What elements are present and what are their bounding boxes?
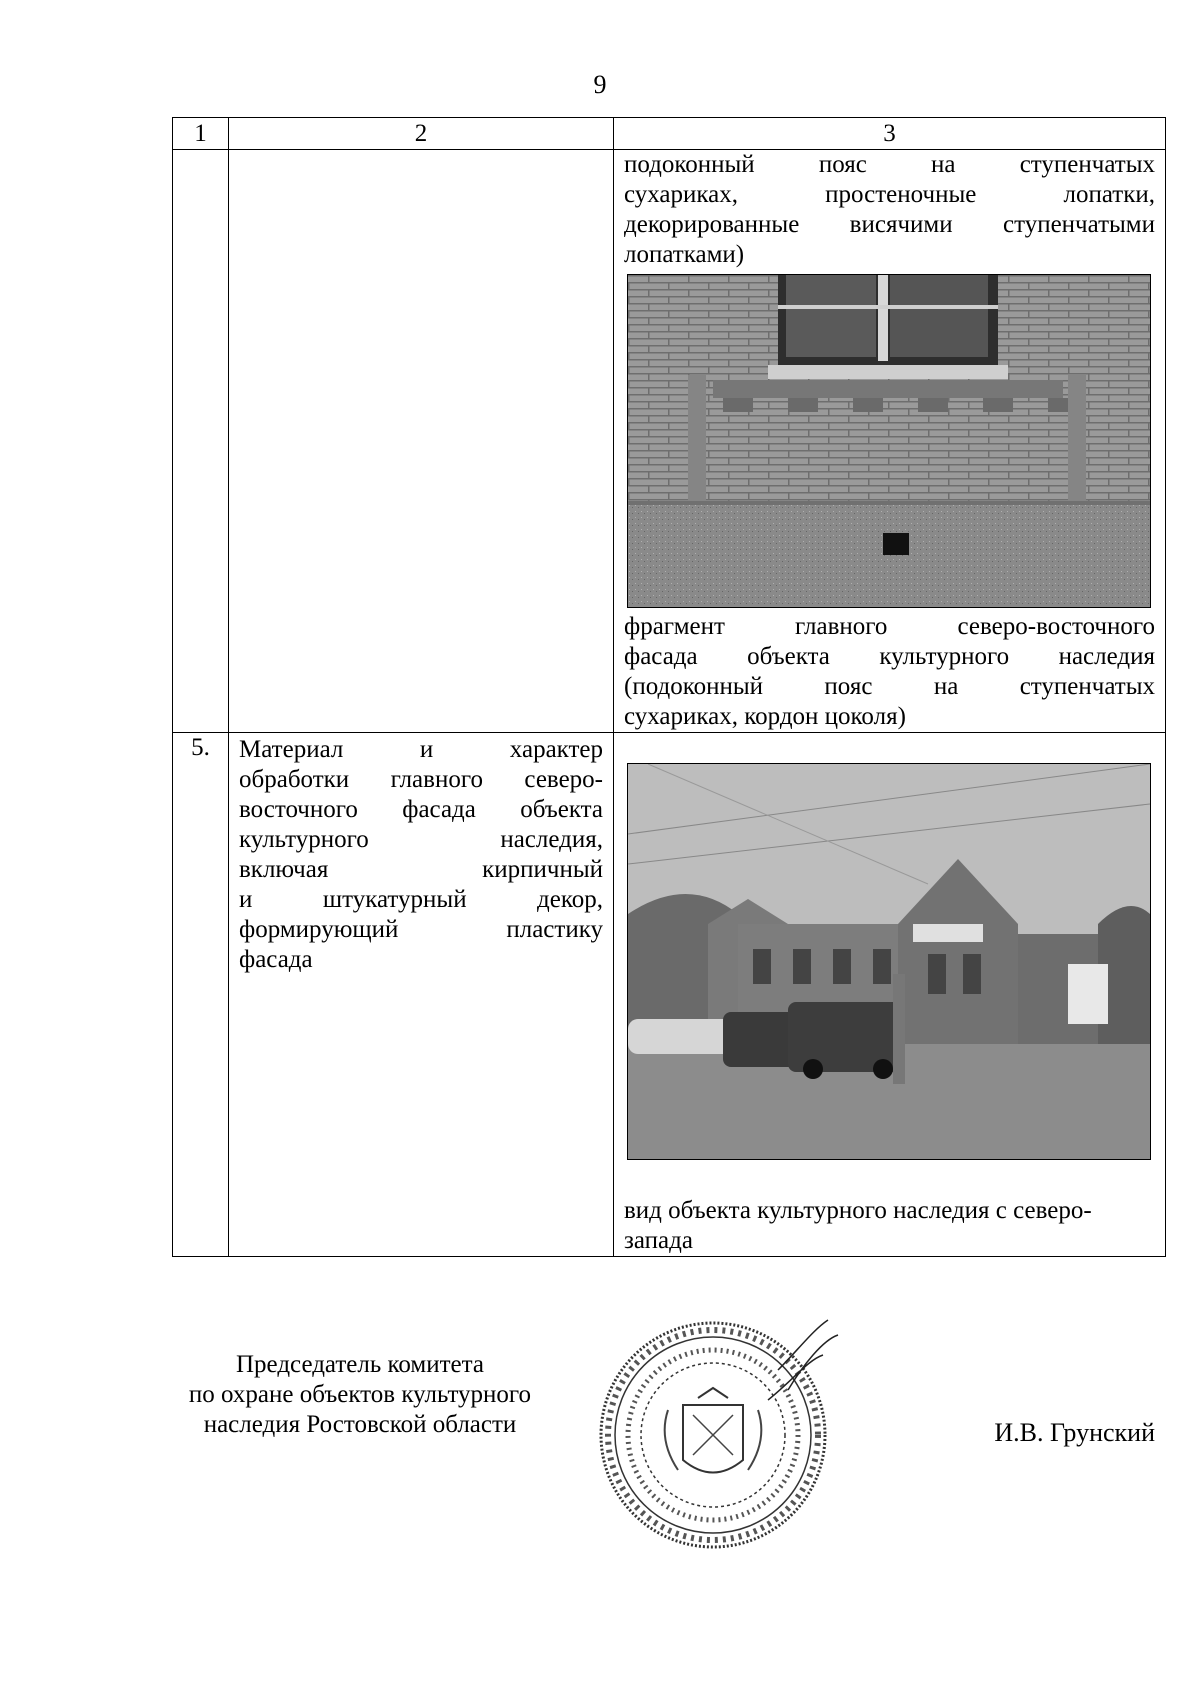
description-line: культурного наследия,: [239, 826, 603, 853]
official-seal-stamp: [598, 1310, 848, 1560]
description-line: Материал и характер: [239, 736, 603, 763]
table-header-row: [173, 118, 1166, 150]
description-line: включая кирпичный: [239, 856, 603, 883]
content-line: сухариках, простеночные лопатки,: [624, 181, 1155, 208]
content-line: декорированные висячими ступенчатыми: [624, 211, 1155, 238]
row-description-cell: [229, 733, 614, 1257]
description-line: и штукатурный декор,: [239, 886, 603, 913]
caption-line: фрагмент главного северо-восточного: [624, 613, 1155, 640]
signer-position: [150, 1350, 570, 1440]
facade-fragment-photo: [627, 274, 1151, 608]
description-line: формирующий пластику: [239, 916, 603, 943]
description-line: фасада: [239, 946, 313, 973]
page-number: 9: [593, 70, 607, 99]
content-line: лопатками): [624, 241, 745, 268]
header-col-2: 2: [229, 118, 614, 150]
header-col-1: 1: [173, 118, 229, 150]
header-col-3: 3: [614, 118, 1166, 150]
position-line: наследия Ростовской области: [203, 1411, 517, 1438]
row-number-cell-empty: [173, 150, 229, 733]
row-content-cell: [614, 733, 1166, 1257]
caption-line: фасада объекта культурного наследия: [624, 643, 1155, 670]
table-row: [173, 150, 1166, 733]
caption-line: вид объекта культурного наследия с северо-: [624, 1197, 1092, 1224]
building-northwest-photo: [627, 763, 1151, 1160]
signer-name: И.В. Грунский: [994, 1418, 1155, 1447]
row-content-cell: [614, 150, 1166, 733]
position-line: Председатель комитета: [236, 1351, 484, 1378]
position-line: по охране объектов культурного: [188, 1381, 532, 1408]
row-description-cell-empty: [229, 150, 614, 733]
content-line: подоконный пояс на ступенчатых: [624, 151, 1155, 178]
row-number-cell: 5.: [173, 733, 229, 1257]
caption-line: запада: [624, 1227, 693, 1254]
table-row: [173, 733, 1166, 1257]
caption-line: (подоконный пояс на ступенчатых: [624, 673, 1155, 700]
description-line: восточного фасада объекта: [239, 796, 603, 823]
description-line: обработки главного северо-: [239, 766, 603, 793]
caption-line: сухариках, кордон цоколя): [624, 703, 906, 730]
heritage-table: [172, 117, 1166, 1257]
